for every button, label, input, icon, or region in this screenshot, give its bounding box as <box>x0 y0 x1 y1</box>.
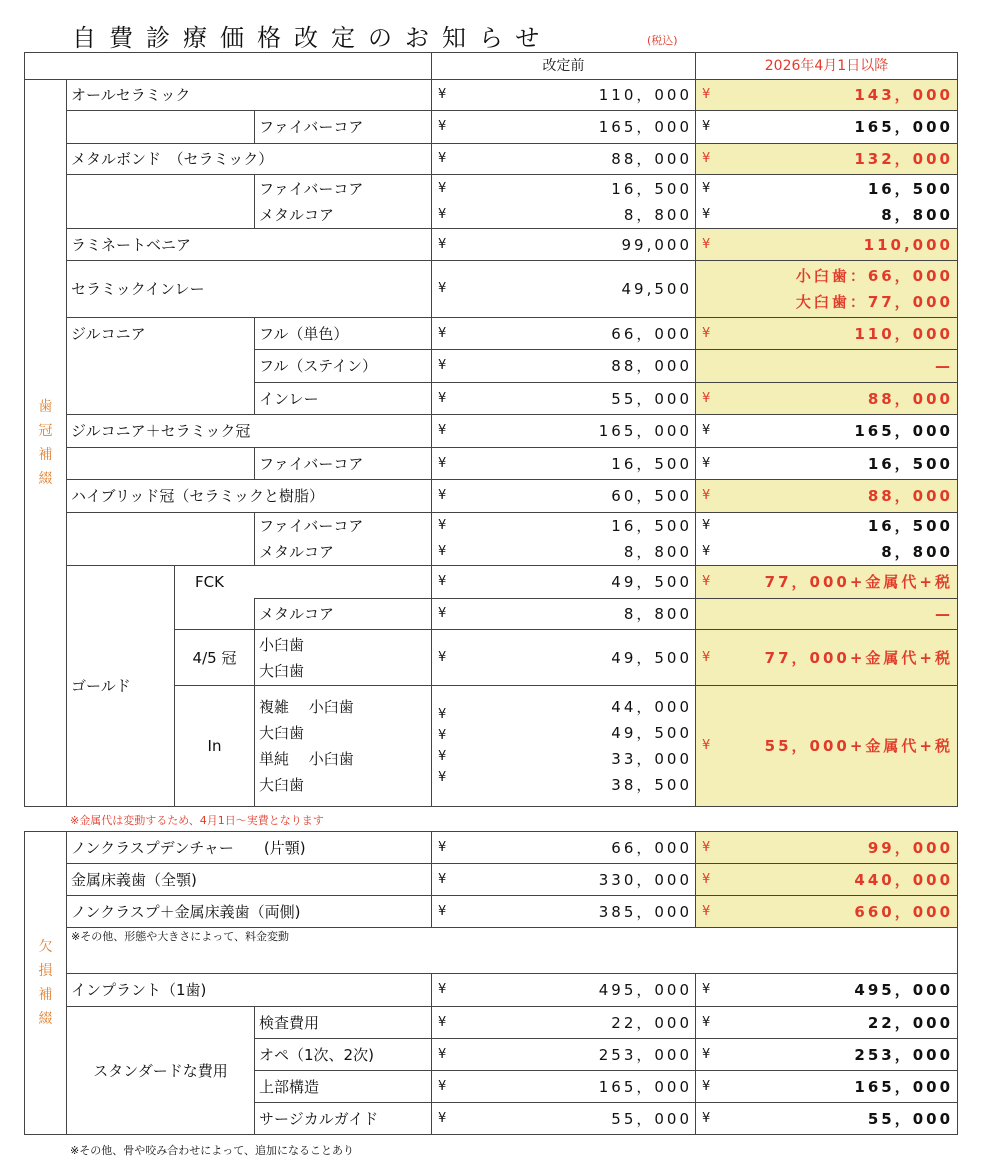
page-title: 自費診療価格改定のお知らせ <box>72 24 553 52</box>
category-denture: 欠 損 補 綴 <box>25 832 67 1135</box>
row-implant: インプラント（1歯) <box>67 974 432 1007</box>
row-metal-base: 金属床義歯（全顎) <box>67 864 432 896</box>
row-in: In <box>175 686 255 807</box>
row-zirconia: ジルコニア <box>67 318 255 415</box>
header-new: 2026年4月1日以降 <box>696 53 958 80</box>
row-ceramic-inlay: セラミックインレー <box>67 261 432 318</box>
row-ac-fiber-core: ファイバーコア <box>255 111 432 144</box>
crown-price-table: 改定前 2026年4月1日以降 歯 冠 補 綴 オールセラミック ¥ 110，000 ¥ 143，000 ファイバーコア ¥ 165，000 ¥ 165，000 メタルボンド （セラミック） ¥ 88，000 ¥ 132，000 ファイバーコア メタルコア ¥ ¥ 16，500 8，800 ¥ 16，500 ¥ 8，800 ラミネートベニア ¥ 99,000 ¥ 110,000 セラミックインレー ¥ 49,500 小臼歯：66，000 大臼歯：77，000 ジルコニア フル（単色） ¥ 66，000 ¥ 110，000 フル（ステイン） ¥ 88，000 — インレー ¥ 55，000 ¥ 88，000 ジルコニア＋セラミック冠 ¥ 165，000 ¥ 165，000 ファイバーコア ¥ 16，500 ¥ 16，500 ハイブリッド冠（セラミックと樹脂） ¥ 60，500 ¥ 88，000 ファイバーコア メタルコア ¥ ¥ 16，500 8，800 ¥ 16，500 ¥ 8，800 ゴールド FCK ¥ 49，500 ¥ 77，000+金属代+税 メタルコア ¥ 8，800 — 4/5 冠 小臼歯 大臼歯 ¥ 49，500 ¥ 77，000+金属代+税 In 複雑 小臼歯 大臼歯 単純 小臼歯 大臼歯 ¥ ¥ ¥ ¥ 44，000 49，500 33，000 38，500 ¥ 55，000+金属代+税 <box>24 52 958 807</box>
row-metal-bond: メタルボンド （セラミック） <box>67 144 432 175</box>
metal-price-note: ※金属代は変動するため、4月1日〜実費となります <box>70 814 324 827</box>
header-blank <box>25 53 432 80</box>
row-hybrid: ハイブリッド冠（セラミックと樹脂） <box>67 480 432 513</box>
row-zirconia-ceramic: ジルコニア＋セラミック冠 <box>67 415 432 448</box>
denture-price-table: 欠 損 補 綴 ノンクラスプデンチャー (片顎) ¥ 66，000 ¥ 99，000 金属床義歯（全顎) ¥ 330，000 ¥ 440，000 ノンクラスプ＋金属床義歯（両側) ¥ 385，000 ¥ 660，000 ※その他、形態や大きさによって、料金変動 インプラント（1歯) ¥ 495，000 ¥ 495，000 スタンダードな費用 検査費用 ¥ 22，000 ¥ 22，000 オペ（1次、2次) ¥ 253，000 ¥ 253，000 上部構造 ¥ 165，000 ¥ 165，000 サージカルガイド ¥ 55，000 ¥ 55，000 <box>24 831 958 1135</box>
tax-included-label: (税込) <box>647 34 678 47</box>
price-all-ceramic-new: ¥ 143，000 <box>696 80 958 111</box>
header-old: 改定前 <box>432 53 696 80</box>
category-crown: 歯 冠 補 綴 <box>25 80 67 807</box>
row-mb-metal-core: メタルコア <box>259 205 335 224</box>
row-all-ceramic: オールセラミック <box>67 80 432 111</box>
row-mb-fiber-core: ファイバーコア <box>259 179 364 198</box>
row-laminate: ラミネートベニア <box>67 229 432 261</box>
row-nonclasp: ノンクラスプデンチャー (片顎) <box>67 832 432 864</box>
row-four-fifths: 4/5 冠 <box>175 630 255 686</box>
row-gold: ゴールド <box>67 566 175 807</box>
row-nonclasp-metal: ノンクラスプ＋金属床義歯（両側) <box>67 896 432 928</box>
row-fck: FCK <box>175 566 432 599</box>
bone-bite-note: ※その他、骨や咬み合わせによって、追加になることあり <box>70 1144 354 1157</box>
shape-size-note: ※その他、形態や大きさによって、料金変動 <box>67 928 958 974</box>
row-standard-cost: スタンダードな費用 <box>67 1007 255 1135</box>
